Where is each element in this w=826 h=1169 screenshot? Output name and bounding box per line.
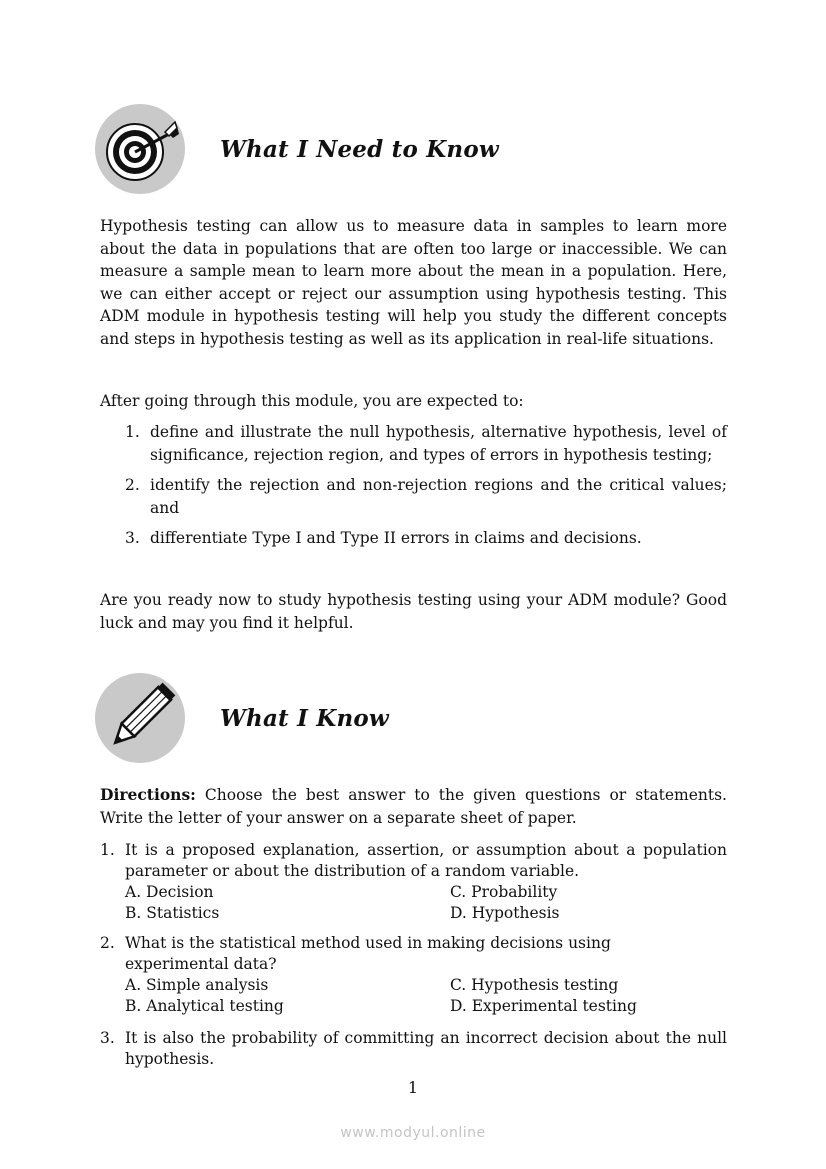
objective-number: 3. bbox=[125, 529, 140, 547]
section-title-what-i-know: What I Know bbox=[220, 705, 389, 732]
question-number: 3. bbox=[100, 1029, 115, 1047]
directions-label: Directions: bbox=[100, 785, 196, 804]
choice-b: B. Analytical testing bbox=[125, 997, 284, 1015]
question-text: It is a proposed explanation, assertion, or assumption about a population parameter or about the distribution of a random variable. bbox=[125, 841, 727, 880]
objectives-intro: After going through this module, you are expected to: bbox=[100, 392, 524, 410]
question-number: 2. bbox=[100, 934, 115, 952]
objective-text: identify the rejection and non-rejection regions and the critical values; and bbox=[150, 476, 727, 517]
choice-a: A. Decision bbox=[125, 883, 214, 901]
intro-paragraph: Hypothesis testing can allow us to measure data in samples to learn more about the data in populations that are often too large or inaccessible. We can measure a sample mean to learn more about the mean in a population. Here, we can either accept or reject our assumption using hypothesis testing. This ADM module in hypothesis testing will help you study the different concepts and steps in hypothesis testing as well as its application in real-life situations. bbox=[100, 217, 727, 348]
answer-choices bbox=[125, 882, 727, 924]
question-text: What is the statistical method used in making decisions using experimental data? bbox=[125, 934, 611, 973]
objectives-list bbox=[100, 421, 727, 550]
choice-c: C. Hypothesis testing bbox=[450, 976, 619, 994]
section-title-need-to-know: What I Need to Know bbox=[220, 136, 499, 163]
objective-text: differentiate Type I and Type II errors in claims and decisions. bbox=[150, 529, 642, 547]
watermark: www.modyul.online bbox=[340, 1125, 486, 1141]
directions-text: Choose the best answer to the given questions or statements. Write the letter of your answer on a separate sheet of paper. bbox=[100, 786, 727, 827]
question-item bbox=[100, 840, 727, 924]
directions bbox=[100, 784, 727, 829]
target-icon bbox=[95, 104, 185, 194]
answer-choices bbox=[125, 975, 727, 1017]
question-text: It is also the probability of committing an incorrect decision about the null hypothesis. bbox=[125, 1029, 727, 1068]
choice-d: D. Hypothesis bbox=[450, 904, 560, 922]
objective-text: define and illustrate the null hypothesis, alternative hypothesis, level of significance, rejection region, and types of errors in hypothesis testing; bbox=[150, 423, 727, 464]
objective-item bbox=[100, 421, 727, 466]
closing-paragraph: Are you ready now to study hypothesis testing using your ADM module? Good luck and may you find it helpful. bbox=[100, 591, 727, 632]
question-item bbox=[100, 933, 727, 1017]
choice-c: C. Probability bbox=[450, 883, 558, 901]
objective-item bbox=[100, 527, 727, 550]
objective-number: 1. bbox=[125, 423, 140, 441]
choice-b: B. Statistics bbox=[125, 904, 220, 922]
question-item bbox=[100, 1028, 727, 1070]
choice-d: D. Experimental testing bbox=[450, 997, 637, 1015]
page-number: 1 bbox=[407, 1078, 419, 1097]
objective-item bbox=[100, 474, 727, 519]
objective-number: 2. bbox=[125, 476, 140, 494]
choice-a: A. Simple analysis bbox=[125, 976, 269, 994]
pencil-icon bbox=[95, 673, 185, 763]
question-number: 1. bbox=[100, 841, 115, 859]
